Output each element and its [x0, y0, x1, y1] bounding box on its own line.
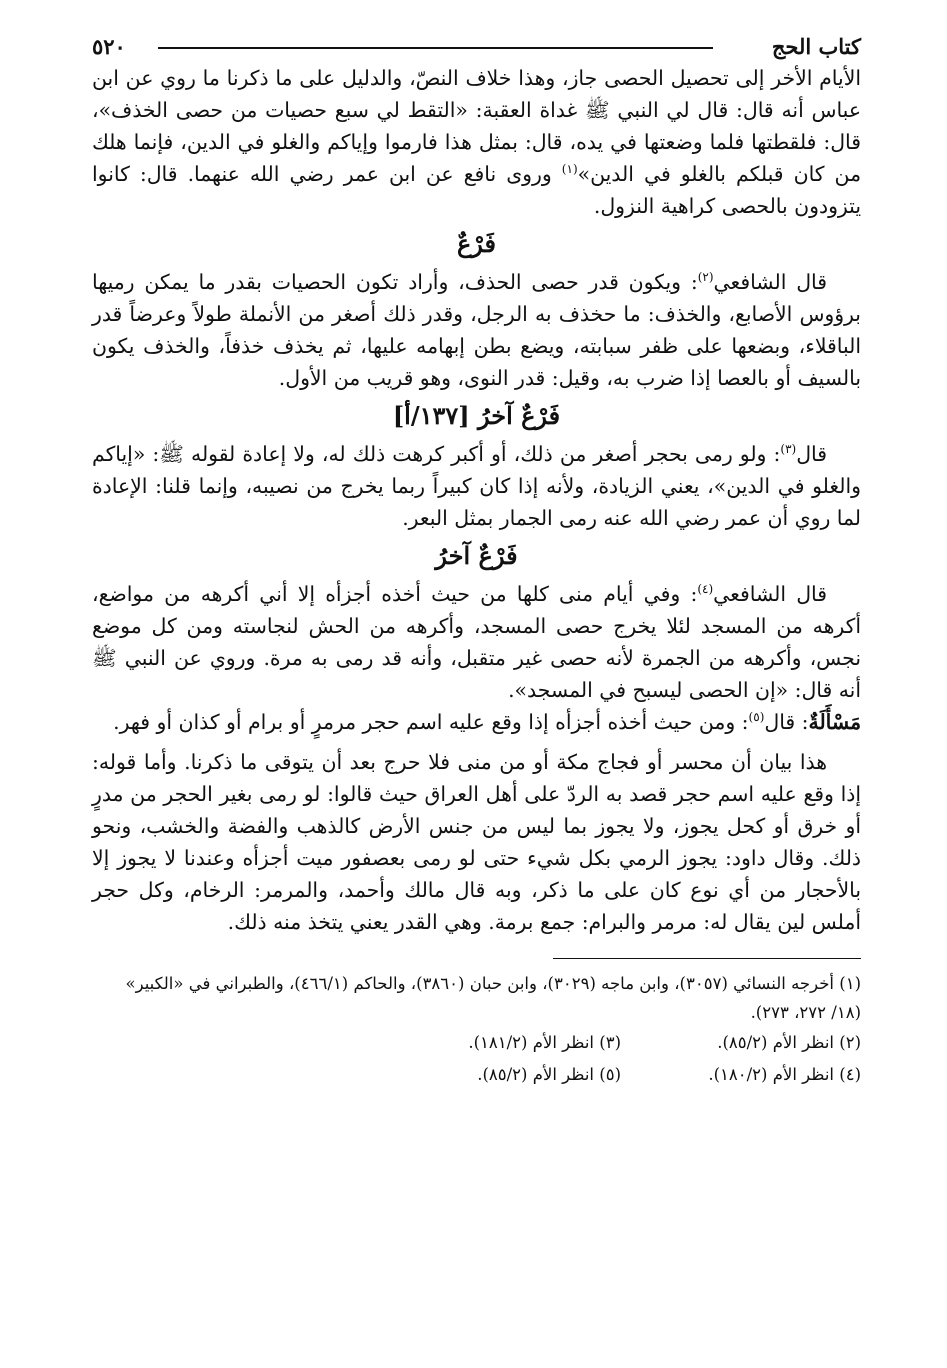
section-heading-3: فَرْعٌ آخرُ: [435, 541, 518, 570]
footnote-gap: [621, 1059, 681, 1091]
paragraph-1-tail: وروى نافع عن ابن عمر رضي الله عنهما. قال: كانوا يتزودون بالحصى كراهية النزول.: [92, 162, 861, 218]
paragraph-1-text: الأيام الأخر إلى تحصيل الحصى جاز، وهذا خلاف النصّ، والدليل على ما ذكرنا ما روي عن ابن عباس أنه قال: قال لي النبي ﷺ غداة العقبة: «التقط لي سبع حصيات من حصى الخذف»، قال: فلقطتها فلما وضعتها في يده، قال: بمثل هذا فارموا وإياكم والغلو في الدين، فإنما هلك من كان قبلكم بالغلو في الدين»: [92, 66, 862, 186]
masala-label: مَسْأَلَةٌ: [808, 710, 861, 734]
footnote-rule: [553, 958, 861, 959]
page-number: ٥٢٠: [92, 34, 126, 59]
paragraph-2-text: : ويكون قدر حصى الحذف، وأراد تكون الحصيات بقدر ما يمكن رميها برؤوس الأصابع، والخذف: ما حخذف به الرجل، وقدر ذلك أصغر من الأنملة طولاً وعرضاً قدر الباقلاء، وبضعها على ظفر سبابته، ويضع بطن إبهامه عليها، ثم يخذف خذفاً، والخذف يكون بالسيف أو بالعصا إذا ضرب به، وقيل: قدر النوى، وهو قريب من الأول.: [92, 270, 861, 390]
section-heading-2: فَرْعٌ آخرُ [١٣٧/أ]: [392, 401, 561, 430]
paragraph-3-lead: قال: [796, 442, 827, 466]
paragraph-5-text: : ومن حيث أخذه أجزأه إذا وقع عليه اسم حجر مرمرٍ أو برام أو كذان أو فهر.: [113, 710, 749, 734]
footnote-ref-5: (٥): [748, 710, 765, 725]
paragraph-5-lead: : قال: [764, 710, 809, 734]
paragraph-2-lead: قال الشافعي: [713, 270, 827, 294]
footnote-4: (٤) انظر الأم (١٨٠/٢).: [708, 1065, 861, 1084]
header-rule: [158, 47, 713, 49]
running-title: كتاب الحج: [771, 34, 861, 59]
paragraph-5: [92, 706, 861, 738]
footnote-row-2-3: [92, 1027, 861, 1059]
paragraph-6: هذا بيان أن محسر أو فجاج مكة أو من منى فلا حرج بعد أن يتوقى ما ذكرنا. وأما قوله: إذا وقع عليه اسم حجر قصد به الردّ على أهل العراق حيث قالوا: لو رمى بغير الحجر من مدرٍ أو خرق أو كحل يجوز، ولا يجوز بما ليس من جنس الأرض كالذهب والفضة والخشب، ونحو ذلك. وقال داود: يجوز الرمي بكل شيء حتى لو رمى بعصفور ميت أجزأه وعندنا لا يجوز إلا بالأحجار من أي نوع كان على ما ذكر، وبه قال مالك وأحمد، والمرمر: الرخام، وكل حجر أملس لين يقال له: مرمر والبرام: جمع برمة. وهي القدر يعني يتخذ منه ذلك.: [92, 750, 861, 934]
footnote-ref-4: (٤): [697, 582, 714, 597]
footnote-ref-3: (٣): [780, 442, 797, 457]
footnote-ref-2: (٢): [697, 270, 714, 285]
footnote-1: (١) أخرجه النسائي (٣٠٥٧)، وابن ماجه (٣٠٢٩)، وابن حبان (٣٨٦٠)، والحاكم (٤٦٦/١)، والطبراني في «الكبير» (١٨/ ٢٧٢، ٢٧٣).: [125, 974, 861, 1022]
footnote-3: (٣) انظر الأم (١٨١/٢).: [468, 1033, 621, 1052]
page-header: [92, 28, 861, 62]
footnote-gap: [621, 1027, 681, 1059]
paragraph-4: [92, 578, 861, 706]
section-heading-1: فَرْعٌ: [456, 229, 497, 258]
paragraph-2: [92, 266, 861, 394]
paragraph-4-lead: قال الشافعي: [713, 582, 827, 606]
footnote-5: (٥) انظر الأم (٨٥/٢).: [477, 1065, 621, 1084]
paragraph-3: [92, 438, 861, 534]
book-page: [92, 28, 861, 1368]
footnote-2: (٢) انظر الأم (٨٥/٢).: [717, 1033, 861, 1052]
paragraph-3-text: : ولو رمى بحجر أصغر من ذلك، أو أكبر كرهت ذلك له، ولا إعادة لقوله ﷺ: «إياكم والغلو في الدين»، يعني الزيادة، ولأنه إذا كان كبيراً ربما يخرج من نصيبه، وإنما قلنا: الإعادة لما روي أن عمر رضي الله عنه رمى الجمار بمثل البعر.: [92, 442, 861, 530]
paragraph-1: [92, 62, 861, 222]
footnote-row-4-5: [92, 1059, 861, 1091]
paragraph-4-text: : وفي أيام منى كلها من حيث أخذه أجزأه إلا أني أكرهه من مواضع، أكرهه من المسجد لئلا يخرج حصى المسجد، وأكرهه من الحش لنجاسته ومن كل موضع نجس، وأكرهه من الجمرة لأنه حصى غير متقبل، وأنه قد رمى به مرة. وروي عن النبي ﷺ أنه قال: «إن الحصى ليسبح في المسجد».: [92, 582, 861, 702]
footnote-ref-1: (١): [561, 162, 578, 177]
